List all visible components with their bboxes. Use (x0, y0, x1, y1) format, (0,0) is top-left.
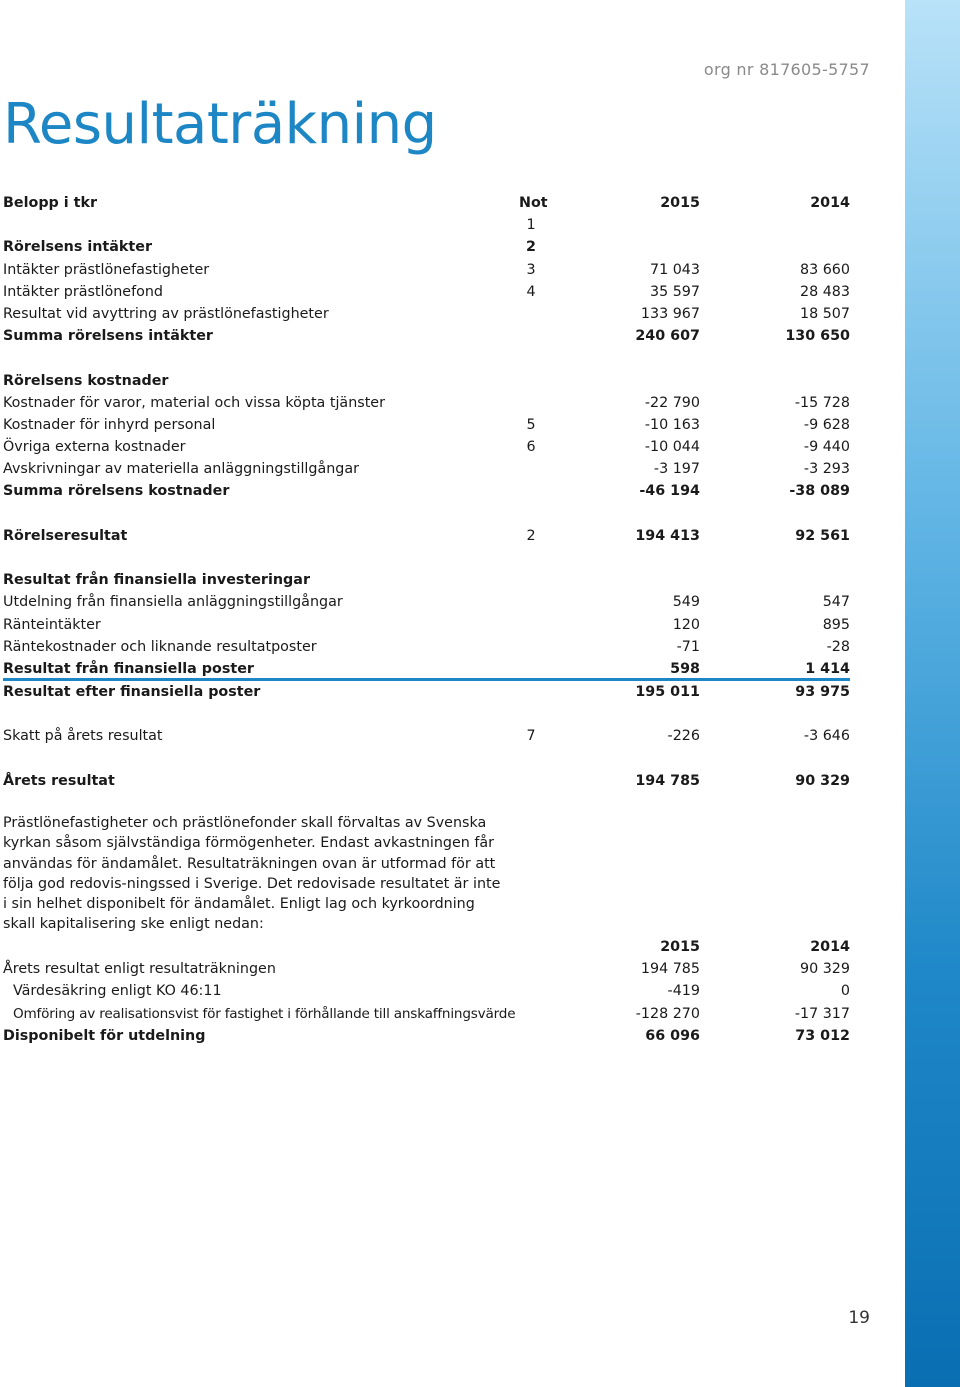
table-row (3, 259, 850, 281)
row-value-2015: -226 (667, 728, 700, 745)
row-note: 2 (526, 527, 536, 544)
row-value-2015: 66 096 (645, 1027, 700, 1044)
column-header-2014: 2014 (810, 195, 850, 211)
column-header-label: Belopp i tkr (3, 195, 98, 211)
row-label: Rörelseresultat (3, 527, 128, 544)
section-heading-row (3, 569, 850, 591)
row-label: Utdelning från finansiella anläggningstillgångar (3, 594, 343, 611)
row-note: 6 (526, 439, 536, 456)
spacer-row (3, 748, 850, 770)
row-value-2015: 133 967 (640, 305, 700, 322)
row-label: Räntekostnader och liknande resultatposter (3, 638, 317, 655)
column-header-note: Not (519, 195, 548, 211)
row-value-2014: 0 (840, 983, 850, 1000)
subtotal-row (3, 325, 850, 347)
row-value-2015: 194 785 (635, 772, 700, 789)
table-row (3, 436, 850, 458)
row-label: Resultat från finansiella investeringar (3, 572, 310, 589)
row-value-2014: -15 728 (794, 394, 850, 411)
row-value-2015: -3 197 (653, 461, 700, 478)
table-row (3, 458, 850, 480)
row-value-2015: 194 413 (635, 527, 700, 544)
page-title: Resultaträkning (3, 92, 437, 157)
row-label: Disponibelt för utdelning (3, 1027, 206, 1044)
income-statement-table (3, 192, 850, 792)
row-label: Resultat från finansiella poster (3, 660, 254, 677)
row-label: Intäkter prästlönefastigheter (3, 261, 210, 278)
subtotal-row-underlined (3, 658, 850, 681)
row-value-2015: -46 194 (639, 483, 700, 500)
table-row (3, 392, 850, 414)
row-value-2014: 92 561 (795, 527, 850, 544)
org-number: org nr 817605-5757 (703, 60, 870, 79)
row-value-2014: 90 329 (795, 772, 850, 789)
row-value-2014: 83 660 (799, 261, 850, 278)
section-heading-row (3, 370, 850, 392)
total-row (3, 1025, 850, 1047)
column-header-2015: 2015 (660, 939, 700, 955)
row-label: Ränteintäkter (3, 616, 101, 633)
table-row (3, 1003, 850, 1025)
row-label: Skatt på årets resultat (3, 728, 163, 745)
table-row (3, 636, 850, 658)
row-value-2015: -22 790 (644, 394, 700, 411)
row-note: 3 (526, 261, 536, 278)
row-value-2015: -128 270 (635, 1005, 700, 1022)
subtotal-row (3, 681, 850, 703)
row-value-2015: 598 (670, 660, 700, 677)
row-label: Omföring av realisationsvist för fastighet i förhållande till anskaffningsvärde (13, 1005, 516, 1022)
row-value-2015: -419 (667, 983, 700, 1000)
row-label: Värdesäkring enligt KO 46:11 (13, 983, 222, 1000)
row-label: Årets resultat (3, 772, 115, 789)
row-note: 7 (526, 728, 536, 745)
row-label: Årets resultat enligt resultaträkningen (3, 961, 276, 978)
table-row (3, 591, 850, 613)
row-label: Kostnader för varor, material och vissa köpta tjänster (3, 394, 385, 411)
row-label: Kostnader för inhyrd personal (3, 416, 216, 433)
row-value-2015: 120 (672, 616, 700, 633)
spacer-row (3, 703, 850, 725)
row-label: Intäkter prästlönefond (3, 283, 164, 300)
table-row (3, 958, 850, 980)
row-value-2014: 73 012 (795, 1027, 850, 1044)
page-number: 19 (848, 1308, 870, 1328)
row-label: Övriga externa kostnader (3, 439, 186, 456)
row-value-2014: 28 483 (799, 283, 850, 300)
table-row (3, 414, 850, 436)
row-note: 1 (526, 217, 536, 234)
table-row (3, 725, 850, 747)
row-label: Resultat vid avyttring av prästlönefastigheter (3, 305, 329, 322)
table-header-row (3, 192, 850, 214)
table-row (3, 303, 850, 325)
row-label: Summa rörelsens kostnader (3, 483, 230, 500)
row-note: 2 (526, 239, 536, 256)
row-value-2014: -3 293 (803, 461, 850, 478)
row-value-2014: -17 317 (794, 1005, 850, 1022)
row-value-2014: -3 646 (803, 728, 850, 745)
row-value-2014: -9 440 (803, 439, 850, 456)
table-row (3, 214, 850, 236)
decorative-sidebar (905, 0, 960, 1387)
operating-result-row (3, 525, 850, 547)
table-row (3, 614, 850, 636)
row-value-2015: 194 785 (640, 961, 700, 978)
row-label: Rörelsens kostnader (3, 372, 169, 389)
row-value-2014: -38 089 (789, 483, 850, 500)
row-note: 5 (526, 416, 536, 433)
subtotal-row (3, 480, 850, 502)
row-note: 4 (526, 283, 536, 300)
spacer-row (3, 547, 850, 569)
row-value-2015: 195 011 (635, 683, 700, 700)
row-value-2014: -28 (826, 638, 850, 655)
table-row (3, 980, 850, 1002)
row-label: Summa rörelsens intäkter (3, 328, 213, 345)
section-heading-row (3, 236, 850, 258)
row-value-2015: -71 (676, 638, 700, 655)
row-value-2014: 90 329 (799, 961, 850, 978)
row-value-2014: 18 507 (799, 305, 850, 322)
row-value-2015: 35 597 (649, 283, 700, 300)
row-value-2014: 93 975 (795, 683, 850, 700)
row-value-2014: 895 (822, 616, 850, 633)
row-value-2014: -9 628 (803, 416, 850, 433)
row-value-2014: 1 414 (805, 660, 850, 677)
row-value-2014: 130 650 (785, 328, 850, 345)
row-value-2015: -10 163 (644, 416, 700, 433)
column-header-2014: 2014 (810, 939, 850, 955)
table-header-row (3, 936, 850, 958)
spacer-row (3, 347, 850, 369)
row-label: Rörelsens intäkter (3, 239, 153, 256)
column-header-2015: 2015 (660, 195, 700, 211)
row-value-2015: -10 044 (644, 439, 700, 456)
row-value-2014: 547 (822, 594, 850, 611)
spacer-row (3, 503, 850, 525)
table-row (3, 281, 850, 303)
row-value-2015: 549 (672, 594, 700, 611)
row-value-2015: 240 607 (635, 328, 700, 345)
row-label: Resultat efter finansiella poster (3, 683, 261, 700)
explanatory-paragraph: Prästlönefastigheter och prästlönefonder skall förvaltas av Svenska kyrkan såsom självständiga förmögenheter. Endast avkastningen får användas för ändamålet. Resultaträkningen ovan är utformad för att följa god redovis-ningssed i Sverige. Det redovisade resultatet är inte i sin helhet disponibelt för ändamålet. Enligt lag och kyrkoordning skall kapitalisering ske enligt nedan: (3, 815, 501, 933)
net-result-row (3, 770, 850, 792)
row-value-2015: 71 043 (649, 261, 700, 278)
disposable-amount-table (3, 936, 850, 1047)
row-label: Avskrivningar av materiella anläggningstillgångar (3, 461, 360, 478)
